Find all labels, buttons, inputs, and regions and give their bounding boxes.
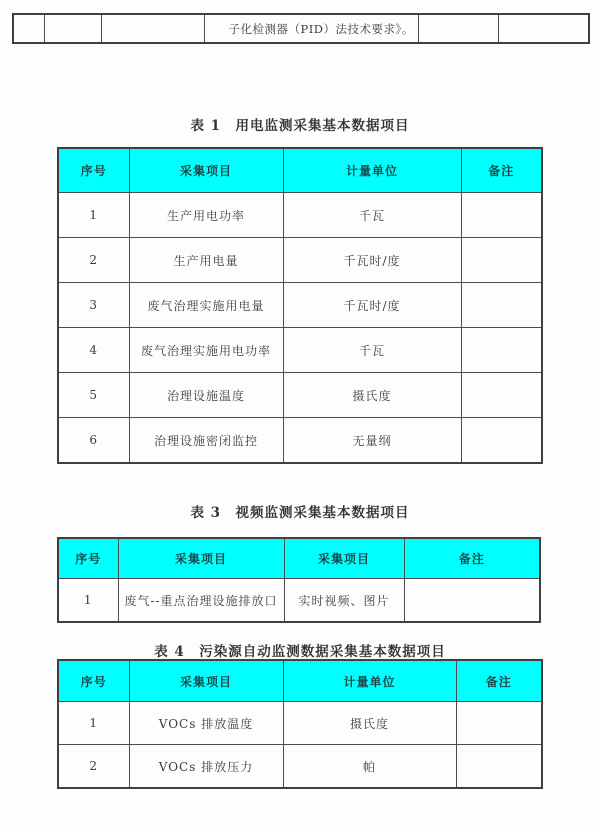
- row-index: 2: [58, 238, 129, 283]
- table1-title: 表 1 用电监测采集基本数据项目: [190, 118, 410, 134]
- collection-item: 生产用电量: [129, 238, 283, 283]
- table4-auto-monitoring: [57, 659, 543, 789]
- row-index: 5: [58, 373, 129, 418]
- table1-electricity-monitoring: [57, 147, 543, 464]
- table-row: [58, 702, 542, 745]
- collection-item: 废气--重点治理设施排放口: [118, 579, 284, 623]
- remark-cell: [461, 283, 542, 328]
- column-header: 序号: [58, 148, 129, 193]
- collection-item: 生产用电功率: [129, 193, 283, 238]
- table4-title: 表 4 污染源自动监测数据采集基本数据项目: [154, 644, 446, 660]
- table-row: [58, 238, 542, 283]
- remark-cell: [456, 745, 542, 789]
- column-header: 采集项目: [118, 538, 284, 579]
- remark-cell: [461, 238, 542, 283]
- table-row: [58, 283, 542, 328]
- column-header: 序号: [58, 538, 118, 579]
- measure-unit: 摄氏度: [283, 373, 461, 418]
- measure-unit: 千瓦: [283, 328, 461, 373]
- row-index: 6: [58, 418, 129, 464]
- column-header: 备注: [456, 660, 542, 702]
- table1-header-row: [58, 148, 542, 193]
- collection-item: 实时视频、图片: [284, 579, 404, 623]
- column-header: 采集项目: [129, 660, 283, 702]
- measure-unit: 摄氏度: [283, 702, 456, 745]
- remark-cell: [461, 418, 542, 464]
- table-cell-continuation-text: 子化检测器（PID）法技术要求》。: [204, 14, 418, 43]
- column-header: 采集项目: [284, 538, 404, 579]
- remark-cell: [456, 702, 542, 745]
- collection-item: 治理设施密闭监控: [129, 418, 283, 464]
- remark-cell: [461, 193, 542, 238]
- collection-item: 废气治理实施用电功率: [129, 328, 283, 373]
- column-header: 备注: [404, 538, 540, 579]
- row-index: 1: [58, 702, 129, 745]
- top-partial-table: [12, 13, 590, 44]
- table-row: [58, 328, 542, 373]
- table-cell: [13, 14, 44, 43]
- row-index: 2: [58, 745, 129, 789]
- remark-cell: [461, 373, 542, 418]
- row-index: 4: [58, 328, 129, 373]
- column-header: 备注: [461, 148, 542, 193]
- table3-video-monitoring: [57, 537, 541, 623]
- measure-unit: 千瓦时/度: [283, 283, 461, 328]
- measure-unit: 帕: [283, 745, 456, 789]
- row-index: 3: [58, 283, 129, 328]
- table-cell: [498, 14, 589, 43]
- table-row: [58, 373, 542, 418]
- remark-cell: [461, 328, 542, 373]
- row-index: 1: [58, 193, 129, 238]
- table3-header-row: [58, 538, 540, 579]
- collection-item: VOCs 排放温度: [129, 702, 283, 745]
- table-row: [58, 745, 542, 789]
- table4-header-row: [58, 660, 542, 702]
- table-cell: [44, 14, 101, 43]
- collection-item: 废气治理实施用电量: [129, 283, 283, 328]
- collection-item: VOCs 排放压力: [129, 745, 283, 789]
- remark-cell: [404, 579, 540, 623]
- table-cell: [101, 14, 204, 43]
- column-header: 序号: [58, 660, 129, 702]
- collection-item: 治理设施温度: [129, 373, 283, 418]
- table-cell: [418, 14, 498, 43]
- table-row: [13, 14, 589, 43]
- column-header: 计量单位: [283, 148, 461, 193]
- measure-unit: 千瓦: [283, 193, 461, 238]
- row-index: 1: [58, 579, 118, 623]
- measure-unit: 无量纲: [283, 418, 461, 464]
- table-row: [58, 579, 540, 623]
- measure-unit: 千瓦时/度: [283, 238, 461, 283]
- table3-title: 表 3 视频监测采集基本数据项目: [190, 505, 410, 521]
- table-row: [58, 193, 542, 238]
- table-row: [58, 418, 542, 464]
- column-header: 采集项目: [129, 148, 283, 193]
- column-header: 计量单位: [283, 660, 456, 702]
